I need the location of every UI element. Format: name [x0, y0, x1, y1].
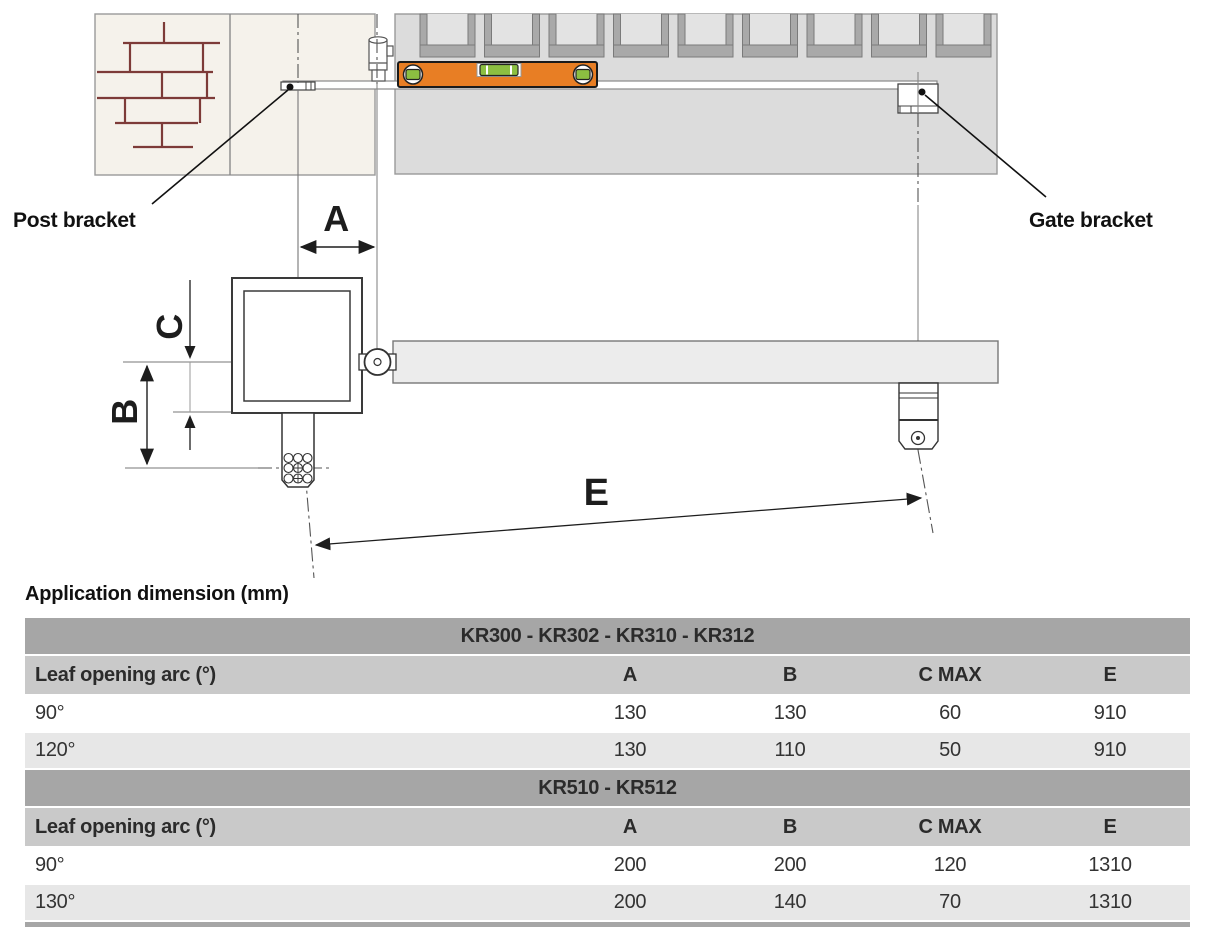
column-header: E: [1103, 815, 1117, 838]
post-bracket-plan: [281, 82, 315, 91]
cell: 120°: [35, 739, 76, 761]
table-bottom-border: [25, 922, 1190, 927]
actuator-bar: [283, 81, 937, 89]
cell: 1310: [1088, 854, 1132, 876]
gate-bracket-section: [899, 383, 938, 449]
gate-pickets: [420, 14, 991, 57]
dim-e-label: E: [583, 472, 609, 514]
model-group-title: KR300 - KR302 - KR310 - KR312: [460, 624, 755, 647]
table-row: [25, 696, 1190, 733]
dimension-a: [301, 198, 374, 247]
dim-b-label: B: [104, 399, 145, 425]
section-title: Application dimension (mm): [25, 583, 289, 605]
column-header: Leaf opening arc (°): [35, 815, 216, 838]
gate-hinge-plan: [369, 37, 393, 81]
cell: 90°: [35, 854, 65, 876]
spirit-level: [398, 62, 597, 87]
wall-plan: [95, 14, 375, 175]
dim-a-label: A: [323, 198, 349, 239]
table-section-header: [25, 770, 1190, 808]
level-vial-center: [480, 65, 518, 76]
column-header: B: [782, 663, 798, 686]
cell: 90°: [35, 702, 65, 724]
column-header: C MAX: [918, 815, 982, 838]
cell: 200: [613, 854, 647, 876]
table-row: [25, 885, 1190, 922]
cell: 910: [1093, 739, 1127, 761]
dim-c-label: C: [149, 314, 190, 340]
post-bracket-label: Post bracket: [13, 209, 136, 232]
cell: 50: [939, 739, 961, 761]
table-row: [25, 733, 1190, 770]
column-header: B: [782, 815, 798, 838]
cell: 120: [933, 854, 967, 876]
cell: 140: [773, 891, 807, 913]
post-section: [232, 278, 362, 413]
dimension-b: [104, 366, 147, 464]
cell: 130: [613, 702, 647, 724]
model-group-title: KR510 - KR512: [538, 776, 677, 799]
cell: 60: [939, 702, 961, 724]
table-header-row: [25, 808, 1190, 848]
table-section-header: [25, 618, 1190, 656]
cell: 130°: [35, 891, 76, 913]
cell: 910: [1093, 702, 1127, 724]
dimension-c: [149, 280, 196, 450]
cell: 200: [773, 854, 807, 876]
column-header: A: [622, 815, 638, 838]
column-header: Leaf opening arc (°): [35, 663, 216, 686]
column-header: C MAX: [918, 663, 982, 686]
dimension-e: [316, 472, 921, 545]
mounting-bracket: [282, 413, 314, 487]
cell: 110: [774, 739, 806, 761]
cell: 1310: [1088, 891, 1132, 913]
pivot-hinge: [359, 349, 396, 375]
cell: 200: [613, 891, 647, 913]
cell: 130: [613, 739, 647, 761]
table-row: [25, 848, 1190, 885]
table-header-row: [25, 656, 1190, 696]
cell: 70: [939, 891, 961, 913]
column-header: E: [1103, 663, 1117, 686]
application-dimension-table: [25, 618, 1190, 927]
gate-leaf-section: [393, 341, 998, 383]
gate-bracket-label: Gate bracket: [1029, 209, 1153, 232]
cell: 130: [773, 702, 807, 724]
column-header: A: [622, 663, 638, 686]
